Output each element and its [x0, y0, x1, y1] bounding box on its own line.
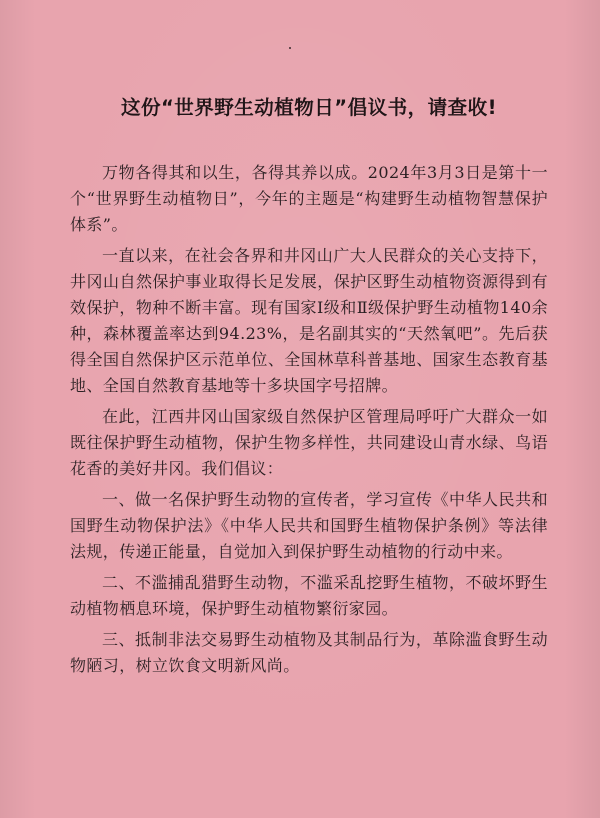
paper-speck	[289, 47, 291, 49]
proposal-item-3: 三、抵制非法交易野生动植物及其制品行为，革除滥食野生动物陋习，树立饮食文明新风尚。	[70, 630, 548, 675]
proposal-item-2: 二、不滥捕乱猎野生动物，不滥采乱挖野生植物，不破坏野生动植物栖息环境，保护野生动植物繁衍家园。	[70, 573, 548, 618]
paragraph-intro: 万物各得其和以生，各得其养以成。2024年3月3日是第十一个“世界野生动植物日”，今年的主题是“构建野生动植物智慧保护体系”。	[70, 163, 548, 234]
document-title: 这份“世界野生动植物日”倡议书，请查收!	[120, 96, 498, 119]
paragraph-achievements: 一直以来，在社会各界和井冈山广大人民群众的关心支持下，井冈山自然保护事业取得长足发展，保护区野生动植物资源得到有效保护，物种不断丰富。现有国家Ⅰ级和Ⅱ级保护野生动植物140余种，森林覆盖率达到94.23%，是名副其实的“天然氧吧”。先后获得全国自然保护区示范单位、全国林草科普基地、国家生态教育基地、全国自然教育基地等十多块国字号招牌。	[70, 246, 548, 395]
proposal-item-1: 一、做一名保护野生动物的宣传者，学习宣传《中华人民共和国野生动物保护法》《中华人民共和国野生植物保护条例》等法律法规，传递正能量，自觉加入到保护野生动植物的行动中来。	[70, 490, 548, 561]
paragraph-appeal: 在此，江西井冈山国家级自然保护区管理局呼吁广大群众一如既往保护野生动植物，保护生物多样性，共同建设山青水绿、鸟语花香的美好井冈。我们倡议：	[70, 407, 548, 478]
